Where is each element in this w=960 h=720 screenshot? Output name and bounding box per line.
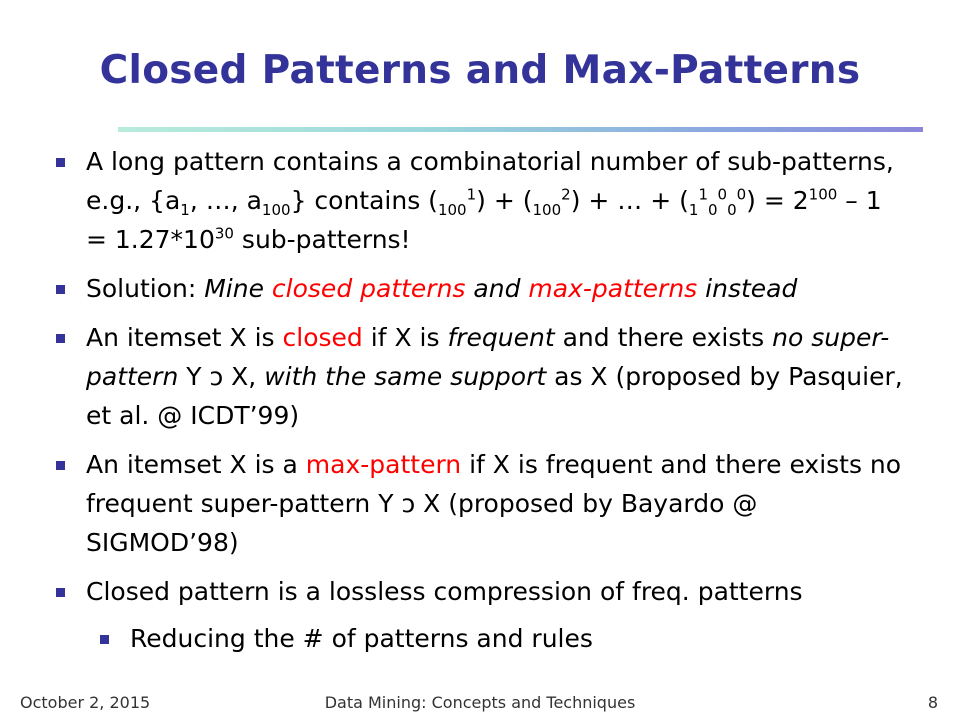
b1-sub: 1 [688, 201, 699, 219]
b3-italic: with the same support [264, 362, 547, 391]
b1-text: , …, a [189, 186, 262, 215]
b1-sup: 2 [561, 185, 571, 204]
bullet-square-icon [56, 158, 65, 167]
title-divider [118, 127, 923, 132]
b2-highlight: max-patterns [528, 274, 698, 303]
slide-title: Closed Patterns and Max-Patterns [99, 48, 861, 93]
footer-page-number: 8 [927, 693, 938, 712]
b1-sup: 100 [808, 185, 838, 204]
bullet-square-icon [100, 635, 109, 644]
b3-highlight: closed [282, 323, 363, 352]
b1-sub: 1 [180, 201, 190, 219]
footer-course-title: Data Mining: Concepts and Techniques [324, 693, 636, 712]
footer-date: October 2, 2015 [20, 693, 151, 712]
bullet-combinatorial [50, 142, 910, 259]
bullet-square-icon [56, 588, 65, 597]
b3-italic: frequent [447, 323, 555, 352]
b1-text: ) + … + ( [570, 186, 689, 215]
bullet-square-icon [56, 285, 65, 294]
b1-text: } contains ( [290, 186, 438, 215]
bullet-lossless [50, 572, 910, 611]
b1-sub: 100 [437, 201, 467, 219]
bullet-closed-definition [50, 318, 910, 435]
b1-text: – 1 = 1.27*10 [86, 186, 882, 254]
b1-sup: 0 [736, 185, 747, 204]
b6-text: Reducing the # of patterns and rules [130, 624, 593, 653]
b1-sub: 0 [707, 201, 718, 219]
b2-italic: instead [697, 274, 798, 303]
b3-text: if X is [362, 323, 448, 352]
b1-sub: 0 [727, 201, 737, 219]
b5-text: Closed pattern is a lossless compression of freq. patterns [86, 577, 803, 606]
b2-highlight: closed patterns [271, 274, 466, 303]
slide-content [50, 142, 910, 668]
b3-text: Y ͻ X, [178, 362, 265, 391]
bullet-solution [50, 269, 910, 308]
b3-text: and there exists [554, 323, 773, 352]
subbullet-reducing [50, 619, 910, 658]
b1-text: ) + ( [476, 186, 533, 215]
b3-text: as X (proposed by Pasquier, et al. @ ICDT’99) [86, 362, 903, 430]
b4-text: An itemset X is a [86, 450, 306, 479]
b1-sup: 0 [717, 185, 728, 204]
b2-italic: and [465, 274, 529, 303]
b3-italic: no super-pattern [86, 323, 890, 391]
b2-text: Solution: [86, 274, 205, 303]
b2-italic: Mine [204, 274, 272, 303]
b1-sub: 100 [261, 201, 291, 219]
b1-text: ) = 2 [746, 186, 809, 215]
b1-sup: 30 [214, 224, 234, 243]
bullet-max-definition [50, 445, 910, 562]
b3-text: An itemset X is [86, 323, 283, 352]
b4-text: if X is frequent and there exists no frequent super-pattern Y ͻ X (proposed by Bayardo @ SIGMOD’98) [86, 450, 902, 557]
bullet-square-icon [56, 461, 65, 470]
b1-text: sub-patterns! [233, 225, 411, 254]
b1-sup: 1 [698, 185, 708, 204]
b1-sup: 1 [466, 185, 477, 204]
bullet-square-icon [56, 334, 65, 343]
b1-sub: 100 [532, 201, 562, 219]
b4-highlight: max-pattern [305, 450, 462, 479]
b1-text: A long pattern contains a combinatorial number of sub-patterns, e.g., {a [86, 147, 894, 215]
